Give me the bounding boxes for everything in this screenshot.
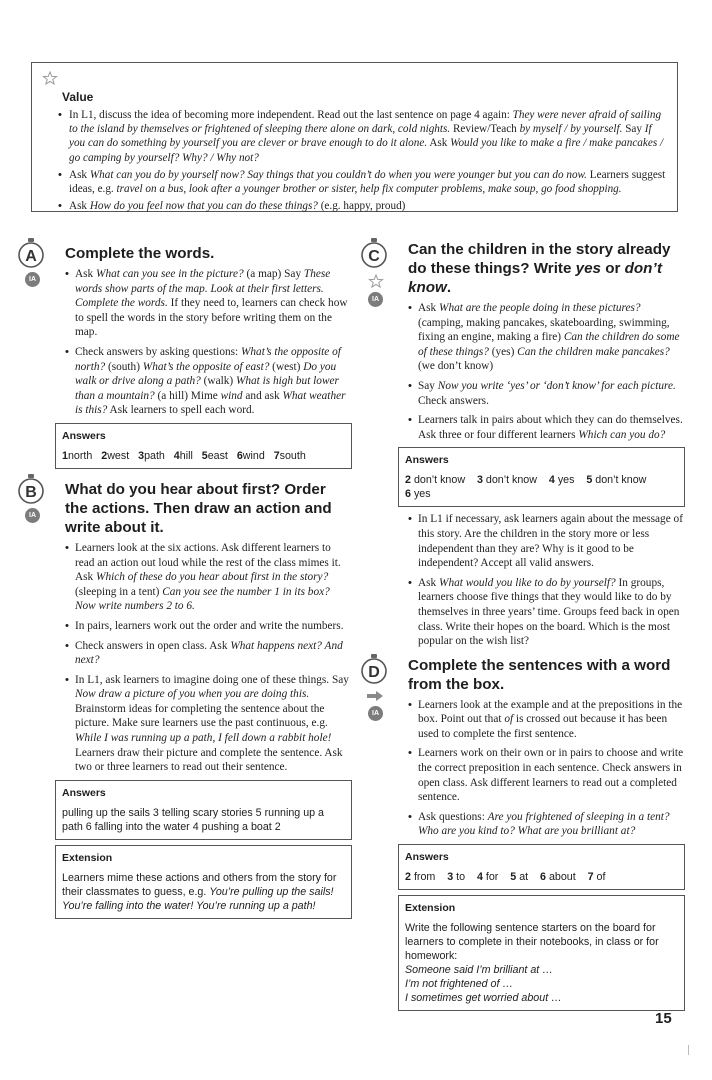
section-a-answers-box: [55, 423, 352, 469]
answers-title: Answers: [405, 851, 449, 864]
section-c-bullet-5: • Ask What would you like to do by yourself? In groups, learners choose five things that they would like to do by themselves in three years’ time. Groups feed back in open class. Write their hopes on the board. Which is the most popular on the wish list?: [408, 576, 685, 649]
section-d-extension-box: [398, 895, 685, 1011]
answer-5: 5 at: [510, 871, 529, 884]
extension-examples: You’re pulling up the sails! You’re falling into the water! You’re running up a path!: [62, 885, 334, 912]
sentence-starter-2: I’m not frightened of …: [405, 978, 514, 991]
answer-5: 5 don’t know: [586, 474, 647, 487]
sentence-starter-1: Someone said I’m brilliant at …: [405, 964, 553, 977]
section-d-bullet-3: • Ask questions: Are you frightened of sleeping in a tent? Who are you kind to? What are you brilliant at?: [408, 810, 685, 839]
answer-3: 3 to: [447, 871, 466, 884]
answer-7: 7south: [273, 449, 306, 462]
section-b: [17, 474, 352, 919]
answers-text: pulling up the sails 3 telling scary stories 5 running up a path 6 falling into the water 4 pushing a boat 2: [62, 806, 324, 833]
section-a: [17, 238, 352, 469]
section-a-list: [65, 267, 352, 418]
ia-badge: IA: [25, 272, 40, 287]
lightbulb-icon: [17, 238, 45, 270]
section-a-heading: Complete the words.: [65, 245, 215, 262]
lightbulb-icon: [17, 474, 45, 506]
extension-title: Extension: [62, 851, 113, 864]
section-b-bullet-1: • Learners look at the six actions. Ask different learners to read an action out loud while the rest of the class mimes it. Ask Which of these do you hear about first in the story? (sleeping in a tent) Can you see the number 1 in its box? Now write numbers 2 to 6.: [65, 541, 352, 614]
margin-mark: [688, 1045, 689, 1055]
value-box: [31, 62, 678, 212]
answers-title: Answers: [62, 429, 106, 442]
value-bullet-2: • Ask What can you do by yourself now? Say things that you couldn’t do when you were younger but you can do now. Learners suggest ideas, e.g. travel on a bus, look after a younger brother or sister, help fix computer problems, make soup, go food shopping.: [42, 168, 667, 196]
star-icon: [42, 71, 58, 85]
answer-2: 2 don’t know: [405, 474, 466, 487]
answer-4: 4hill: [173, 449, 193, 462]
answer-4: 4 yes: [548, 474, 575, 487]
extension-text: Write the following sentence starters on the board for learners to complete in their notebooks, in class or for homework:: [405, 922, 659, 963]
section-d-answers-box: [398, 844, 685, 890]
answer-2: 2west: [101, 449, 130, 462]
page-number: 15: [655, 1010, 672, 1027]
section-b-extension-box: [55, 845, 352, 919]
answer-3: 3path: [138, 449, 165, 462]
svg-text:C: C: [368, 248, 380, 265]
value-bullet-3: • Ask How do you feel now that you can do these things? (e.g. happy, proud): [42, 199, 667, 213]
extension-text: Learners mime these actions and others from the story for their classmates to guess, e.g.: [62, 871, 337, 898]
star-icon: [368, 274, 384, 288]
answer-1: 1north: [62, 449, 93, 462]
section-d-heading: Complete the sentences with a word from the box.: [408, 656, 671, 693]
section-d-bullet-2: • Learners work on their own or in pairs to choose and write the correct preposition in each sentence. Check answers in open class. Ask different learners to read out a completed sentence.: [408, 746, 685, 804]
lightbulb-icon: [360, 238, 388, 270]
section-b-list: [65, 541, 352, 775]
section-c-answers-box: [398, 447, 685, 507]
sentence-starter-3: I sometimes get worried about …: [405, 992, 562, 1005]
right-column: [360, 238, 685, 1016]
value-bullet-1: • In L1, discuss the idea of becoming more independent. Read out the last sentence on page 4 again: They were never afraid of sailing to the island by themselves or frightened of sleeping there alone on dark, cold nights. Review/Teach by myself / by yourself. Say If you can do something by yourself you are clever or brave enough to do it alone. Ask Would you like to make a fire / make pancakes / go camping by yourself? Why? / Why not?: [42, 108, 667, 165]
answer-6: 6 about: [540, 871, 576, 884]
section-d-list: [408, 698, 685, 839]
value-list: [42, 108, 667, 213]
value-title: Value: [62, 90, 94, 104]
left-column: [17, 238, 352, 924]
answer-6: 6 yes: [405, 488, 431, 501]
section-d-bullet-1: • Learners look at the example and at the prepositions in the box. Point out that of is crossed out because it has been used to complete the first sentence.: [408, 698, 685, 742]
section-c-bullet-2: • Say Now you write ‘yes’ or ‘don’t know’ for each picture. Check answers.: [408, 379, 685, 408]
answer-5: 5east: [201, 449, 228, 462]
section-c: [360, 238, 685, 649]
ia-badge: IA: [368, 292, 383, 307]
section-b-bullet-2: • In pairs, learners work out the order and write the numbers.: [65, 619, 352, 634]
arrow-right-icon: [366, 690, 384, 702]
extension-title: Extension: [405, 902, 456, 915]
section-b-heading: What do you hear about first? Order the actions. Then draw an action and write about it.: [65, 480, 332, 536]
answers-title: Answers: [405, 454, 449, 467]
section-c-heading: Can the children in the story already do these things? Write yes or don’t know.: [408, 241, 671, 296]
answer-2: 2 from: [405, 871, 436, 884]
svg-text:B: B: [25, 483, 37, 501]
lightbulb-icon: [360, 654, 388, 686]
section-c-list-2: [408, 512, 685, 648]
section-d: [360, 654, 685, 1011]
section-c-bullet-3: • Learners talk in pairs about which they can do themselves. Ask three or four different learners Which can you do?: [408, 413, 685, 442]
section-c-bullet-4: • In L1 if necessary, ask learners again about the message of this story. Are the children in the story more or less independent than they are? Why is it good to be independent? Accept all valid answers.: [408, 512, 685, 570]
answer-4: 4 for: [476, 871, 499, 884]
section-c-list: [408, 301, 685, 442]
section-c-bullet-1: • Ask What are the people doing in these pictures? (camping, making pancakes, skateboarding, swimming, fixing an engine, making a fire) Can the children do some of these things? (yes) Can the children make pancakes? (we don’t know): [408, 301, 685, 374]
answer-3: 3 don’t know: [476, 474, 537, 487]
section-b-bullet-3: • Check answers in open class. Ask What happens next? And next?: [65, 639, 352, 668]
section-b-answers-box: [55, 780, 352, 840]
answers-title: Answers: [62, 786, 106, 799]
svg-text:D: D: [368, 663, 380, 681]
answer-6: 6wind: [236, 449, 265, 462]
section-a-bullet-2: • Check answers by asking questions: What’s the opposite of north? (south) What’s the opposite of east? (west) Do you walk or drive along a path? (walk) What is high but lower than a mountain? (a hill) Mime wind and ask What weather is this? Ask learners to spell each word.: [65, 345, 352, 418]
section-b-bullet-4: • In L1, ask learners to imagine doing one of these things. Say Now draw a picture of you when you are doing this. Brainstorm ideas for completing the sentence about the picture. Make sure learners use the past continuous, e.g. While I was running up a path, I fell down a rabbit hole! Learners draw their picture and complete the sentence. Ask two or three learners to read out their sentence.: [65, 673, 352, 775]
ia-badge: IA: [25, 508, 40, 523]
svg-text:A: A: [25, 248, 37, 265]
ia-badge: IA: [368, 706, 383, 721]
answer-7: 7 of: [587, 871, 606, 884]
section-a-bullet-1: • Ask What can you see in the picture? (a map) Say These words show parts of the map. Look at their first letters. Complete the words. If they need to, learners can check how to spell the words in the story before writing them on the map.: [65, 267, 352, 340]
